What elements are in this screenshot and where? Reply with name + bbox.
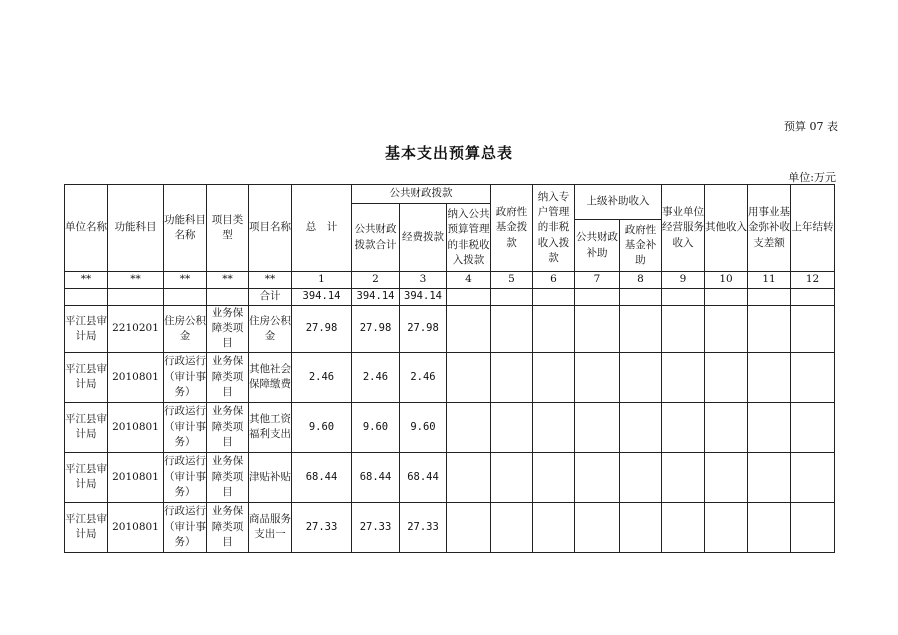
- row-code: 2010801: [108, 502, 164, 552]
- table-row: [65, 502, 835, 552]
- table-row: [65, 306, 835, 353]
- row-pf-funds: 68.44: [400, 452, 447, 502]
- col-func-subject-name: 功能科目名称: [164, 185, 207, 272]
- col-proj-name: 项目名称: [249, 185, 292, 272]
- index-cell: **: [249, 272, 292, 289]
- col-carryover: 上年结转: [791, 185, 835, 272]
- col-func-subject: 功能科目: [108, 185, 164, 272]
- row-unit: 平江县审计局: [65, 452, 108, 502]
- budget-table: [64, 184, 835, 553]
- index-row: [65, 272, 835, 289]
- col-special-nontax: 纳入专户管理的非税收入拨款: [533, 185, 575, 272]
- total-label: 合计: [249, 289, 292, 306]
- index-cell: 12: [791, 272, 835, 289]
- row-pf-funds: 27.98: [400, 306, 447, 353]
- row-func-name: 行政运行（审计事务）: [164, 502, 207, 552]
- row-total: 2.46: [292, 352, 352, 402]
- index-cell: **: [164, 272, 207, 289]
- row-unit: 平江县审计局: [65, 402, 108, 452]
- index-cell: 6: [533, 272, 575, 289]
- row-pf-total: 2.46: [352, 352, 400, 402]
- table-row: [65, 352, 835, 402]
- index-cell: 1: [292, 272, 352, 289]
- col-other: 其他收入: [705, 185, 748, 272]
- row-type: 业务保障类项目: [207, 502, 249, 552]
- row-func-name: 行政运行（审计事务）: [164, 352, 207, 402]
- row-unit: 平江县审计局: [65, 502, 108, 552]
- row-type: 业务保障类项目: [207, 352, 249, 402]
- row-code: 2210201: [108, 306, 164, 353]
- index-cell: 3: [400, 272, 447, 289]
- total-pf-total: 394.14: [352, 289, 400, 306]
- col-gov-fund: 政府性基金拨款: [491, 185, 533, 272]
- row-func-name: 住房公积金: [164, 306, 207, 353]
- row-func-name: 行政运行（审计事务）: [164, 402, 207, 452]
- col-superior: 上级补助收入: [575, 185, 662, 220]
- index-cell: **: [65, 272, 108, 289]
- row-name: 其他社会保障缴费: [249, 352, 292, 402]
- index-cell: **: [108, 272, 164, 289]
- row-func-name: 行政运行（审计事务）: [164, 452, 207, 502]
- col-pf-nontax: 纳入公共预算管理的非税收入拨款: [447, 204, 491, 272]
- table-row: [65, 452, 835, 502]
- index-cell: 10: [705, 272, 748, 289]
- index-cell: 8: [620, 272, 662, 289]
- col-fund-balance: 用事业基金弥补收支差额: [748, 185, 791, 272]
- col-unit-name: 单位名称: [65, 185, 108, 272]
- col-proj-type: 项目类型: [207, 185, 249, 272]
- col-pf-total: 公共财政拨款合计: [352, 204, 400, 272]
- index-cell: 11: [748, 272, 791, 289]
- col-total: 总 计: [292, 185, 352, 272]
- row-total: 27.98: [292, 306, 352, 353]
- row-type: 业务保障类项目: [207, 402, 249, 452]
- col-sup-public: 公共财政补助: [575, 220, 620, 272]
- row-pf-funds: 9.60: [400, 402, 447, 452]
- index-cell: **: [207, 272, 249, 289]
- col-sup-gov-fund: 政府性基金补助: [620, 220, 662, 272]
- index-cell: 2: [352, 272, 400, 289]
- table-row: [65, 402, 835, 452]
- unit-label: 单位:万元: [788, 171, 836, 184]
- index-cell: 9: [662, 272, 705, 289]
- row-total: 68.44: [292, 452, 352, 502]
- page-title: 基本支出预算总表: [384, 144, 513, 162]
- total-row: [65, 289, 835, 306]
- index-cell: 4: [447, 272, 491, 289]
- col-pf-funds: 经费拨款: [400, 204, 447, 272]
- total-pf-funds: 394.14: [400, 289, 447, 306]
- col-business: 事业单位经营服务收入: [662, 185, 705, 272]
- col-public-fiscal: 公共财政拨款: [352, 185, 491, 204]
- index-cell: 7: [575, 272, 620, 289]
- row-type: 业务保障类项目: [207, 452, 249, 502]
- row-unit: 平江县审计局: [65, 352, 108, 402]
- row-pf-funds: 27.33: [400, 502, 447, 552]
- form-number: 预算 07 表: [784, 120, 838, 133]
- total-value: 394.14: [292, 289, 352, 306]
- row-type: 业务保障类项目: [207, 306, 249, 353]
- row-pf-funds: 2.46: [400, 352, 447, 402]
- row-pf-total: 68.44: [352, 452, 400, 502]
- row-unit: 平江县审计局: [65, 306, 108, 353]
- row-name: 津贴补贴: [249, 452, 292, 502]
- row-code: 2010801: [108, 452, 164, 502]
- row-pf-total: 9.60: [352, 402, 400, 452]
- index-cell: 5: [491, 272, 533, 289]
- row-total: 27.33: [292, 502, 352, 552]
- row-name: 商品服务支出一: [249, 502, 292, 552]
- row-total: 9.60: [292, 402, 352, 452]
- row-name: 住房公积金: [249, 306, 292, 353]
- row-pf-total: 27.98: [352, 306, 400, 353]
- row-pf-total: 27.33: [352, 502, 400, 552]
- row-name: 其他工资福利支出: [249, 402, 292, 452]
- row-code: 2010801: [108, 402, 164, 452]
- row-code: 2010801: [108, 352, 164, 402]
